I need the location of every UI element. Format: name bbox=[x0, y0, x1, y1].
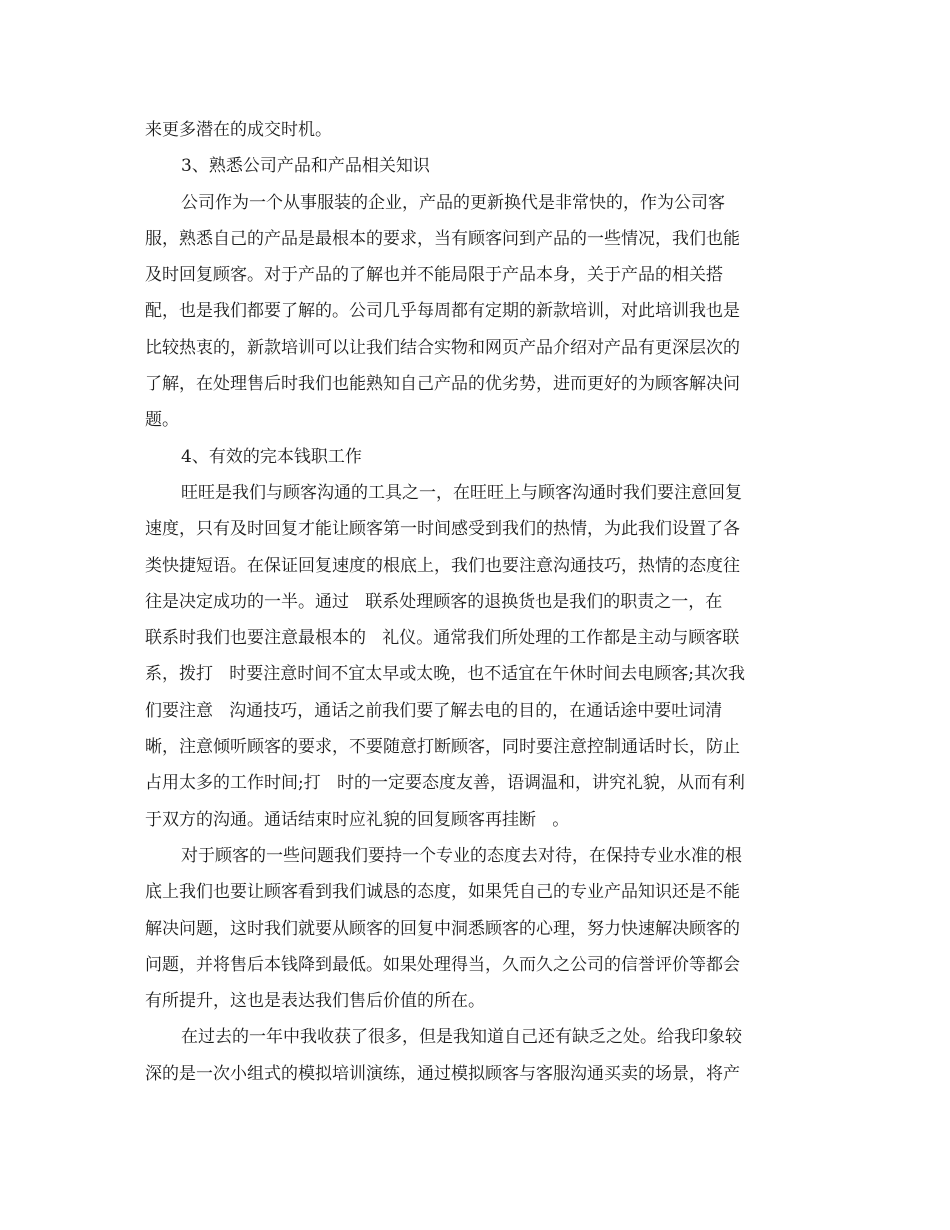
text-line: 比较热衷的，新款培训可以让我们结合实物和网页产品介绍对产品有更深层次的 bbox=[145, 337, 740, 358]
text-line: 来更多潜在的成交时机。 bbox=[145, 120, 332, 140]
text-line: 及时回复顾客。对于产品的了解也并不能局限于产品本身，关于产品的相关搭 bbox=[145, 265, 723, 286]
text-line: 了解，在处理售后时我们也能熟知自己产品的优劣势，进而更好的为顾客解决问 bbox=[145, 374, 740, 395]
text-line: 占用太多的工作时间;打 时的一定要态度友善，语调温和，讲究礼貌，从而有利 bbox=[145, 773, 745, 794]
text-line: 联系时我们也要注意最根本的 礼仪。通常我们所处理的工作都是主动与顾客联 bbox=[145, 628, 740, 649]
section-heading: 4、有效的完本钱职工作 bbox=[181, 446, 362, 467]
text-line: 有所提升，这也是表达我们售后价值的所在。 bbox=[145, 991, 485, 1012]
text-line: 题。 bbox=[145, 410, 179, 431]
text-line: 旺旺是我们与顾客沟通的工具之一，在旺旺上与顾客沟通时我们要注意回复 bbox=[181, 482, 742, 503]
text-line: 对于顾客的一些问题我们要持一个专业的态度去对待，在保持专业水准的根 bbox=[181, 845, 742, 866]
text-line: 问题，并将售后本钱降到最低。如果处理得当，久而久之公司的信誉评价等都会 bbox=[145, 954, 740, 975]
text-line: 解决问题，这时我们就要从顾客的回复中洞悉顾客的心理，努力快速解决顾客的 bbox=[145, 918, 740, 939]
text-line: 们要注意 沟通技巧，通话之前我们要了解去电的目的，在通话途中要吐词清 bbox=[145, 700, 723, 721]
section-heading: 3、熟悉公司产品和产品相关知识 bbox=[181, 156, 430, 177]
text-line: 配，也是我们都要了解的。公司几乎每周都有定期的新款培训，对此培训我也是 bbox=[145, 301, 740, 322]
text-line: 系，拨打 时要注意时间不宜太早或太晚，也不适宜在午休时间去电顾客;其次我 bbox=[145, 664, 745, 685]
text-line: 公司作为一个从事服装的企业，产品的更新换代是非常快的，作为公司客 bbox=[181, 192, 725, 213]
text-line: 于双方的沟通。通话结束时应礼貌的回复顾客再挂断 。 bbox=[145, 809, 570, 830]
text-line: 速度，只有及时回复才能让顾客第一时间感受到我们的热情，为此我们设置了各 bbox=[145, 519, 740, 540]
text-line: 往是决定成功的一半。通过 联系处理顾客的退换货也是我们的职责之一，在 bbox=[145, 591, 723, 612]
text-line: 在过去的一年中我收获了很多，但是我知道自己还有缺乏之处。给我印象较 bbox=[181, 1027, 742, 1048]
text-line: 服，熟悉自己的产品是最根本的要求，当有顾客问到产品的一些情况，我们也能 bbox=[145, 228, 740, 249]
text-line: 类快捷短语。在保证回复速度的根底上，我们也要注意沟通技巧，热情的态度往 bbox=[145, 555, 740, 576]
text-line: 深的是一次小组式的模拟培训演练，通过模拟顾客与客服沟通买卖的场景，将产 bbox=[145, 1063, 740, 1084]
document-body bbox=[145, 112, 805, 1092]
text-line: 底上我们也要让顾客看到我们诚恳的态度，如果凭自己的专业产品知识还是不能 bbox=[145, 882, 740, 903]
text-line: 晰，注意倾听顾客的要求，不要随意打断顾客，同时要注意控制通话时长，防止 bbox=[145, 737, 740, 758]
